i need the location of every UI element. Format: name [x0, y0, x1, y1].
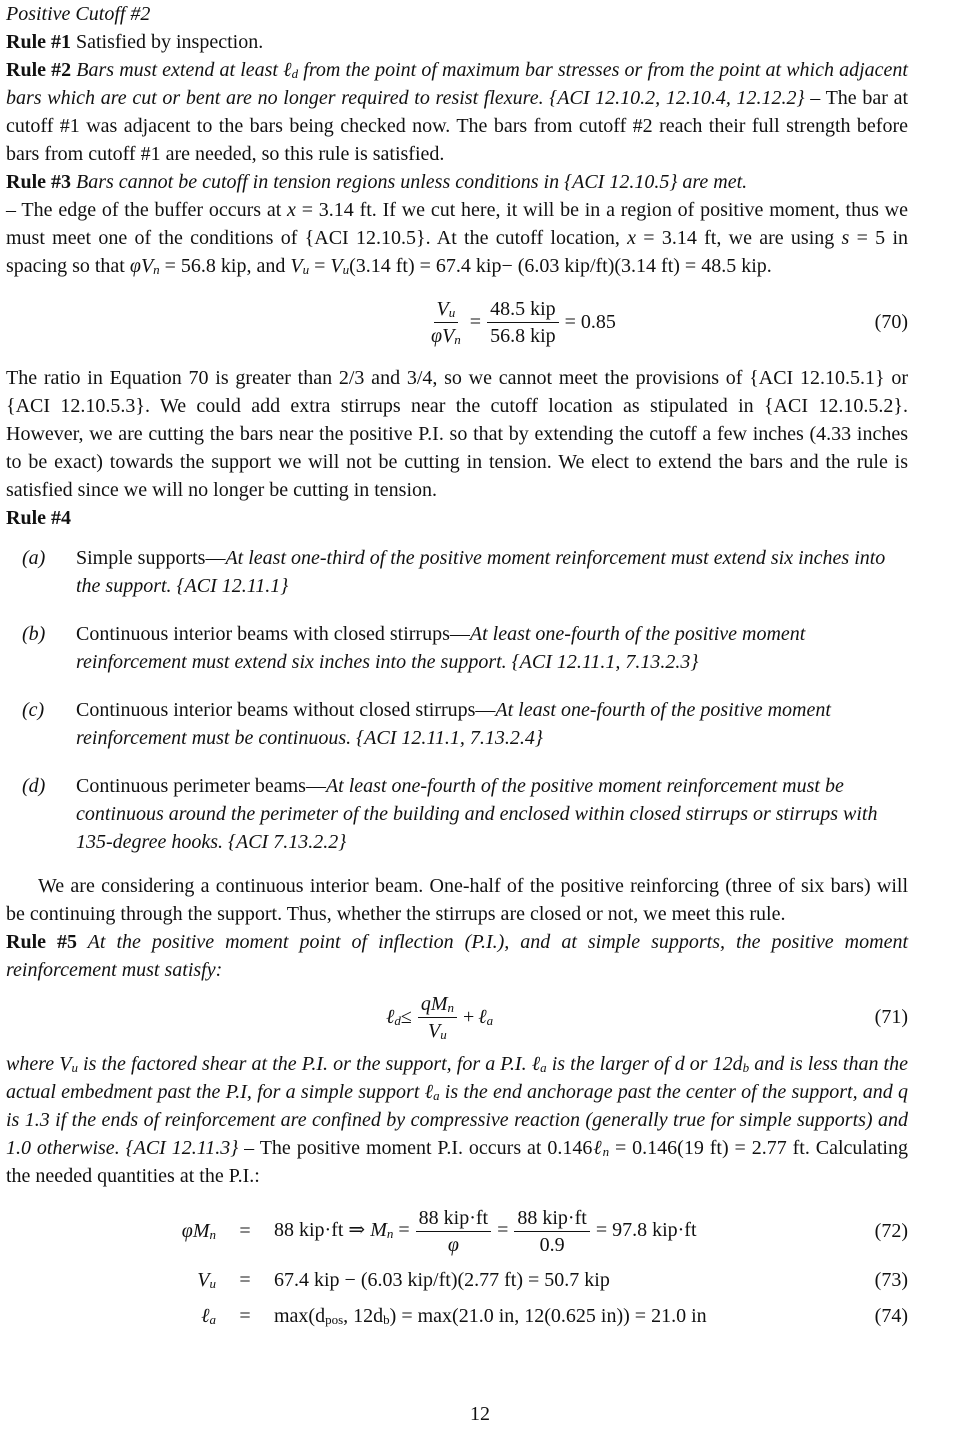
equation-73: $V_u$ = 67.4 kip − (6.03 kip/ft)(2.77 ft) = 50.7 kip (73): [197, 1269, 908, 1291]
ratio-fraction: $\frac{V_u}{\varphi V_n}$: [431, 297, 461, 347]
paragraph-interior-beam: We are considering a continuous interior beam. One-half of the positive reinforcing (three of six bars) will be continuing through the support. Thus, whether the stirrups are closed or not, we meet this rule.: [6, 875, 908, 925]
rule-5-statement: At the positive moment point of inflection (P.I.), and at simple supports, the positive moment reinforcement must satisfy:: [6, 931, 909, 981]
paragraph-definitions: where $V_u$ is the factored shear at the P.I. or the support, for a P.I. ℓ$_a$ is the larger of d or $12d_b$ and is less than the actual embedment past the P.I, for a simple support ℓ$_a$ is the end anchorage past the center of the support, and q is 1.3 if the ends of reinforcement are confined by compressive reaction (generally true for simple supports) and 1.0 otherwise. {ACI 12.11.3} – The positive moment P.I. occurs at 0.146ℓ$_n$ = 0.146(19 ft) = 2.77 ft. Calculating the needed quantities at the P.I.:: [6, 1053, 908, 1187]
page-number: 12: [470, 1403, 490, 1425]
rule-2-label: Rule #2: [6, 59, 72, 81]
section-heading: Positive Cutoff #2: [6, 3, 151, 25]
eq70-result: = 0.85: [564, 311, 616, 333]
list-item-c: (c) Continuous interior beams without closed stirrups—At least one-fourth of the positive moment reinforcement must be continuous. {ACI 12.11.1, 7.13.2.4}: [22, 699, 831, 749]
list-item-b: (b) Continuous interior beams with closed stirrups—At least one-fourth of the positive moment reinforcement must extend six inches into the support. {ACI 12.11.1, 7.13.2.3}: [22, 623, 806, 673]
paragraph-ratio: The ratio in Equation 70 is greater than 2/3 and 3/4, so we cannot meet the provisions of {ACI 12.10.5.1} or {ACI 12.10.5.3}. We could add extra stirrups near the cutoff location as stipulated in {ACI 12.10.5.2}. However, we are cutting the bars near the positive P.I. so that by extending the cutoff a few inches (4.33 inches to be exact) towards the support we will not be cutting in tension. We elect to extend the bars and the rule is satisfied since we will no longer be cutting in tension.: [6, 367, 908, 501]
value-fraction: $\frac{\text{48.5 kip}}{\text{56.8 kip}}$: [487, 296, 559, 349]
rule-2-statement-a: Bars must extend at least: [71, 59, 284, 81]
qmn-fraction: $\frac{qM_n}{V_u}$: [418, 991, 457, 1044]
list-item-a: (a) Simple supports—At least one-third of the positive moment reinforcement must extend six inches into the support. {ACI 12.11.1}: [22, 547, 886, 597]
symbol-ld: ℓ$_d$: [283, 59, 299, 81]
equation-71: ℓ$_d$ ≤ $\frac{qM_n}{V_u}$ + ℓ$_a$ (71): [386, 992, 908, 1042]
equation-array: [6, 1200, 908, 1334]
eq71-number: (71): [874, 1006, 908, 1028]
equation-74: ℓ$_a$ = $\max(d_{pos}$, $12d_b) = \max(21.0$ in, 12(0.625 in)) = 21.0 in (74): [201, 1305, 908, 1327]
rule-2-statement-b: from the point of maximum bar stresses or from the point at which adjacent bars which are cut or bent are no longer required to resist flexure. {ACI 12.10.2, 12.10.4, 12.12.2}: [6, 59, 908, 109]
rule-5: [6, 928, 908, 984]
rule-2: [6, 56, 908, 168]
equation-72: $\varphi M_n$ = 88 kip·ft ⇒ $M_n$ = $\frac{\text{88 kip·ft}}{\varphi}$ = $\frac{\text{88 kip·ft}}{0.9}$ = 97.8 kip·ft (72): [181, 1206, 908, 1256]
list-item-d: (d) Continuous perimeter beams—At least one-fourth of the positive moment reinforcement must be continuous around the perimeter of the building and enclosed within closed stirrups or stirrups with 135-degree hooks. {ACI 7.13.2.2}: [22, 775, 878, 853]
rule-1-text: Satisfied by inspection.: [71, 31, 264, 53]
rule-3-label: Rule #3: [6, 171, 71, 193]
rule-3: [6, 168, 908, 196]
document-page: [6, 0, 908, 1334]
rule-3-statement: Bars cannot be cutoff in tension regions unless conditions in {ACI 12.10.5} are met.: [71, 171, 748, 193]
eq70-number: (70): [874, 311, 908, 333]
rule-5-label: Rule #5: [6, 931, 78, 953]
equation-70: $\frac{V_u}{\varphi V_n}$ = $\frac{\text{48.5 kip}}{\text{56.8 kip}}$ = 0.85 (70): [6, 284, 908, 360]
rule-1-label: Rule #1: [6, 31, 71, 53]
rule-3-comment: – The edge of the buffer occurs at x = 3.14 ft. If we cut here, it will be in a region of positive moment, thus we must meet one of the conditions of {ACI 12.10.5}. At the cutoff location, x = 3.14 ft, we are using s = 5 in spacing so that $\varphi V_n = 56.8$ kip, and $V_u = V_u(3.14$ ft) = 67.4 kip− (6.03 kip/ft)(3.14 ft) = 48.5 kip.: [6, 199, 908, 277]
rule-4-label: Rule #4: [6, 507, 71, 529]
rule-4-list: [6, 544, 908, 856]
rule-2-comment: – The bar at cutoff #1 was adjacent to the bars being checked now. The bars from cutoff #2 reach their full strength before bars from cutoff #1 are needed, so this rule is satisfied.: [6, 87, 909, 165]
rule-1: [6, 28, 908, 56]
